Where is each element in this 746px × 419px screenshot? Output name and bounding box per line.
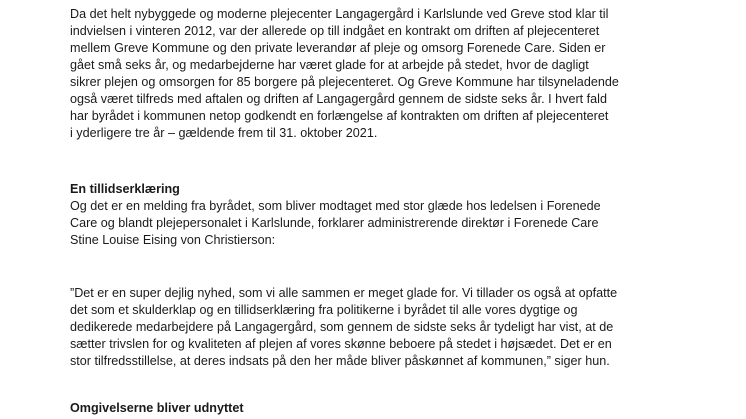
- paragraph-line: har byrådet i kommunen netop godkendt en forlængelse af kontrakten om driften af plejecenteret: [70, 109, 609, 123]
- paragraph-line: gået små seks år, og medarbejderne har været glade for at arbejde på stedet, hvor de dagligt: [70, 58, 589, 72]
- paragraph-line: i yderligere tre år – gældende frem til 31. oktober 2021.: [70, 126, 378, 140]
- paragraph-line: sikrer plejen og omsorgen for 85 borgere på plejecenteret. Og Greve Kommune har tilsyneladende: [70, 75, 619, 89]
- section-heading-tillidserklaering: En tillidserklæring: [70, 182, 180, 196]
- paragraph-line: Stine Louise Eising von Christierson:: [70, 233, 276, 247]
- section-heading-omgivelser: Omgivelserne bliver udnyttet: [70, 401, 244, 415]
- paragraph-line: stor tilfredsstillelse, at deres indsats på den her måde bliver påskønnet af kommunen,” siger hun.: [70, 354, 610, 368]
- paragraph-line: Care og blandt plejepersonalet i Karlslunde, forklarer administrerende direktør i Forenede Care: [70, 216, 599, 230]
- paragraph-line: Og det er en melding fra byrådet, som bliver modtaget med stor glæde hos ledelsen i Forenede: [70, 199, 601, 213]
- paragraph-line: også været tilfreds med aftalen og driften af Langagergård gennem de sidste seks år. I hvert fald: [70, 92, 607, 106]
- paragraph-line: Da det helt nybyggede og moderne plejecenter Langagergård i Karlslunde ved Greve stod klar til: [70, 7, 609, 21]
- paragraph-line: dedikerede medarbejdere på Langagergård, som gennem de sidste seks år tydeligt har vist, at de: [70, 320, 614, 334]
- paragraph-line: mellem Greve Kommune og den private leverandør af pleje og omsorg Forenede Care. Siden er: [70, 41, 606, 55]
- paragraph-line: ”Det er en super dejlig nyhed, som vi alle sammen er meget glade for. Vi tillader os også at opfatte: [70, 286, 618, 300]
- byraad-paragraph: [70, 198, 710, 249]
- paragraph-line: indvielsen i vinteren 2012, var der allerede op till indgået en kontrakt om driften af plejecenteret: [70, 24, 600, 38]
- paragraph-line: sætter trivslen for og kvaliteten af plejen af vores skønne beboere på stedet i højsædet. Det er en: [70, 337, 612, 351]
- quote-paragraph: [70, 285, 710, 370]
- paragraph-line: det som et skulderklap og en tillidserklæring fra politikerne i byrådet til alle vores dygtige og: [70, 303, 578, 317]
- intro-paragraph: [70, 6, 710, 142]
